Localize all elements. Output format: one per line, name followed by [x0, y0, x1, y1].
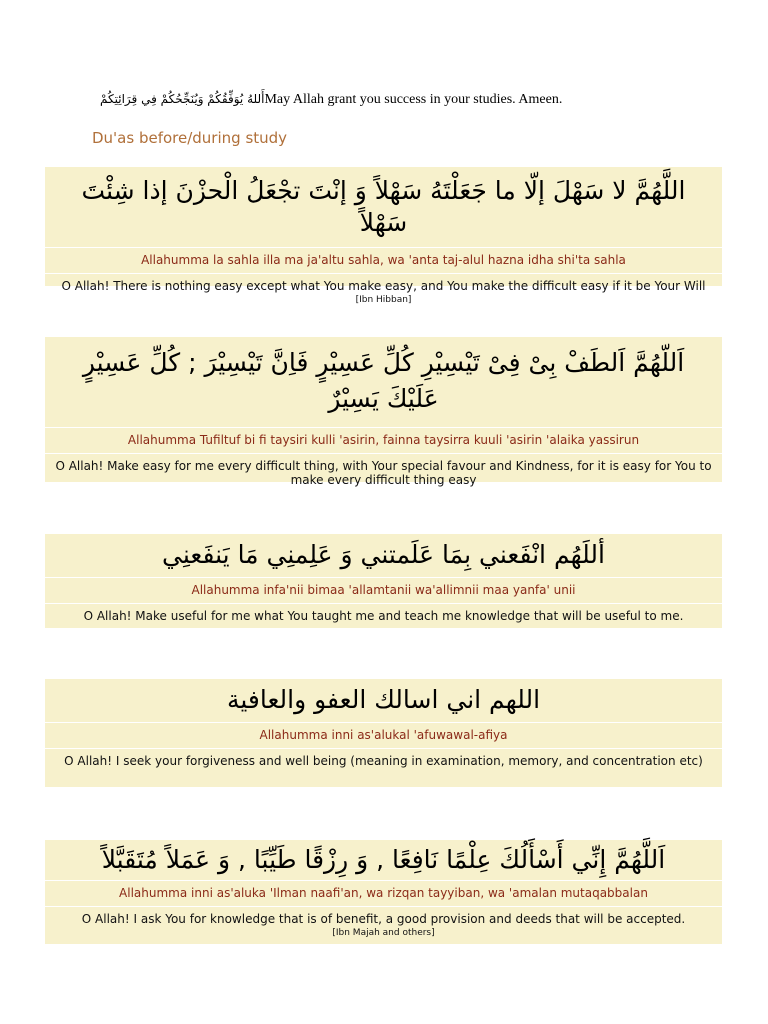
dua-source: [Ibn Hibban]	[355, 295, 412, 305]
dua-block	[45, 840, 722, 944]
dua-transliteration: Allahumma Tufiltuf bi fi taysiri kulli 'asirin, fainna taysirra kuuli 'asirin 'alaika yassirun	[45, 427, 722, 453]
dua-arabic: اللهم اني اسالك العفو والعافية	[226, 685, 541, 714]
dua-block	[45, 337, 722, 487]
dua-block	[45, 167, 722, 305]
intro-english: May Allah grant you success in your studies. Ameen.	[264, 92, 563, 107]
dua-arabic: اللَّهُمَّ لا سَهْلَ إلّا ما جَعَلْتَهُ سَهْلاً وَ إنْتَ تجْعَلُ الْحزْنَ إذا شِئْتَ سَهْلاً	[81, 176, 686, 237]
dua-block	[45, 679, 722, 787]
dua-arabic: أللَهُم انْفَعني بِمَا عَلَمتني وَ عَلِمنِي مَا يَنفَعنِي	[162, 540, 605, 569]
dua-arabic: اَللّهُمَّ اَلطَفْ بِیْ فِیْ تَیْسِیْرِ کُلِّ عَسِیْرٍ فَاِنَّ تَیْسِیْرَ ; کُلِّ عَسِیْرٍ عَلَیْكَ یَسِیْرٌ	[82, 348, 685, 413]
dua-transliteration: Allahumma infa'nii bimaa 'allamtanii wa'allimnii maa yanfa' unii	[45, 577, 722, 603]
dua-transliteration: Allahumma inni as'alukal 'afuwawal-afiya	[45, 722, 722, 748]
section-heading: Du'as before/during study	[92, 129, 288, 147]
dua-translation: O Allah! Make easy for me every difficult thing, with Your special favour and Kindness, for it is easy for You to make every difficult thing easy	[45, 453, 722, 489]
dua-translation: O Allah! I ask You for knowledge that is of benefit, a good provision and deeds that will be accepted.	[45, 906, 722, 928]
dua-source: [Ibn Majah and others]	[332, 928, 435, 938]
dua-transliteration: Allahumma la sahla illa ma ja'altu sahla, wa 'anta taj-alul hazna idha shi'ta sahla	[45, 247, 722, 273]
dua-block	[45, 534, 722, 628]
dua-translation: O Allah! Make useful for me what You taught me and teach me knowledge that will be useful to me.	[45, 603, 722, 625]
intro-line	[100, 92, 562, 108]
intro-arabic: أَللهُ يُوَفِّقُكُمْ وَيُنَجِّحُكُمْ فِي قِرَائِتِكُمْ	[100, 92, 265, 106]
dua-translation: O Allah! There is nothing easy except what You make easy, and You make the difficult easy if it be Your Will	[45, 273, 722, 295]
dua-arabic: اَللَّهُمَّ إِنِّي أَسْأَلُكَ عِلْمًا نَافِعًا , وَ رِزْقًا طَيِّبًا , وَ عَمَلاً مُتَقَبَّلاً	[101, 845, 666, 874]
dua-transliteration: Allahumma inni as'aluka 'Ilman naafi'an, wa rizqan tayyiban, wa 'amalan mutaqabbalan	[45, 880, 722, 906]
dua-translation: O Allah! I seek your forgiveness and well being (meaning in examination, memory, and concentration etc)	[45, 748, 722, 770]
